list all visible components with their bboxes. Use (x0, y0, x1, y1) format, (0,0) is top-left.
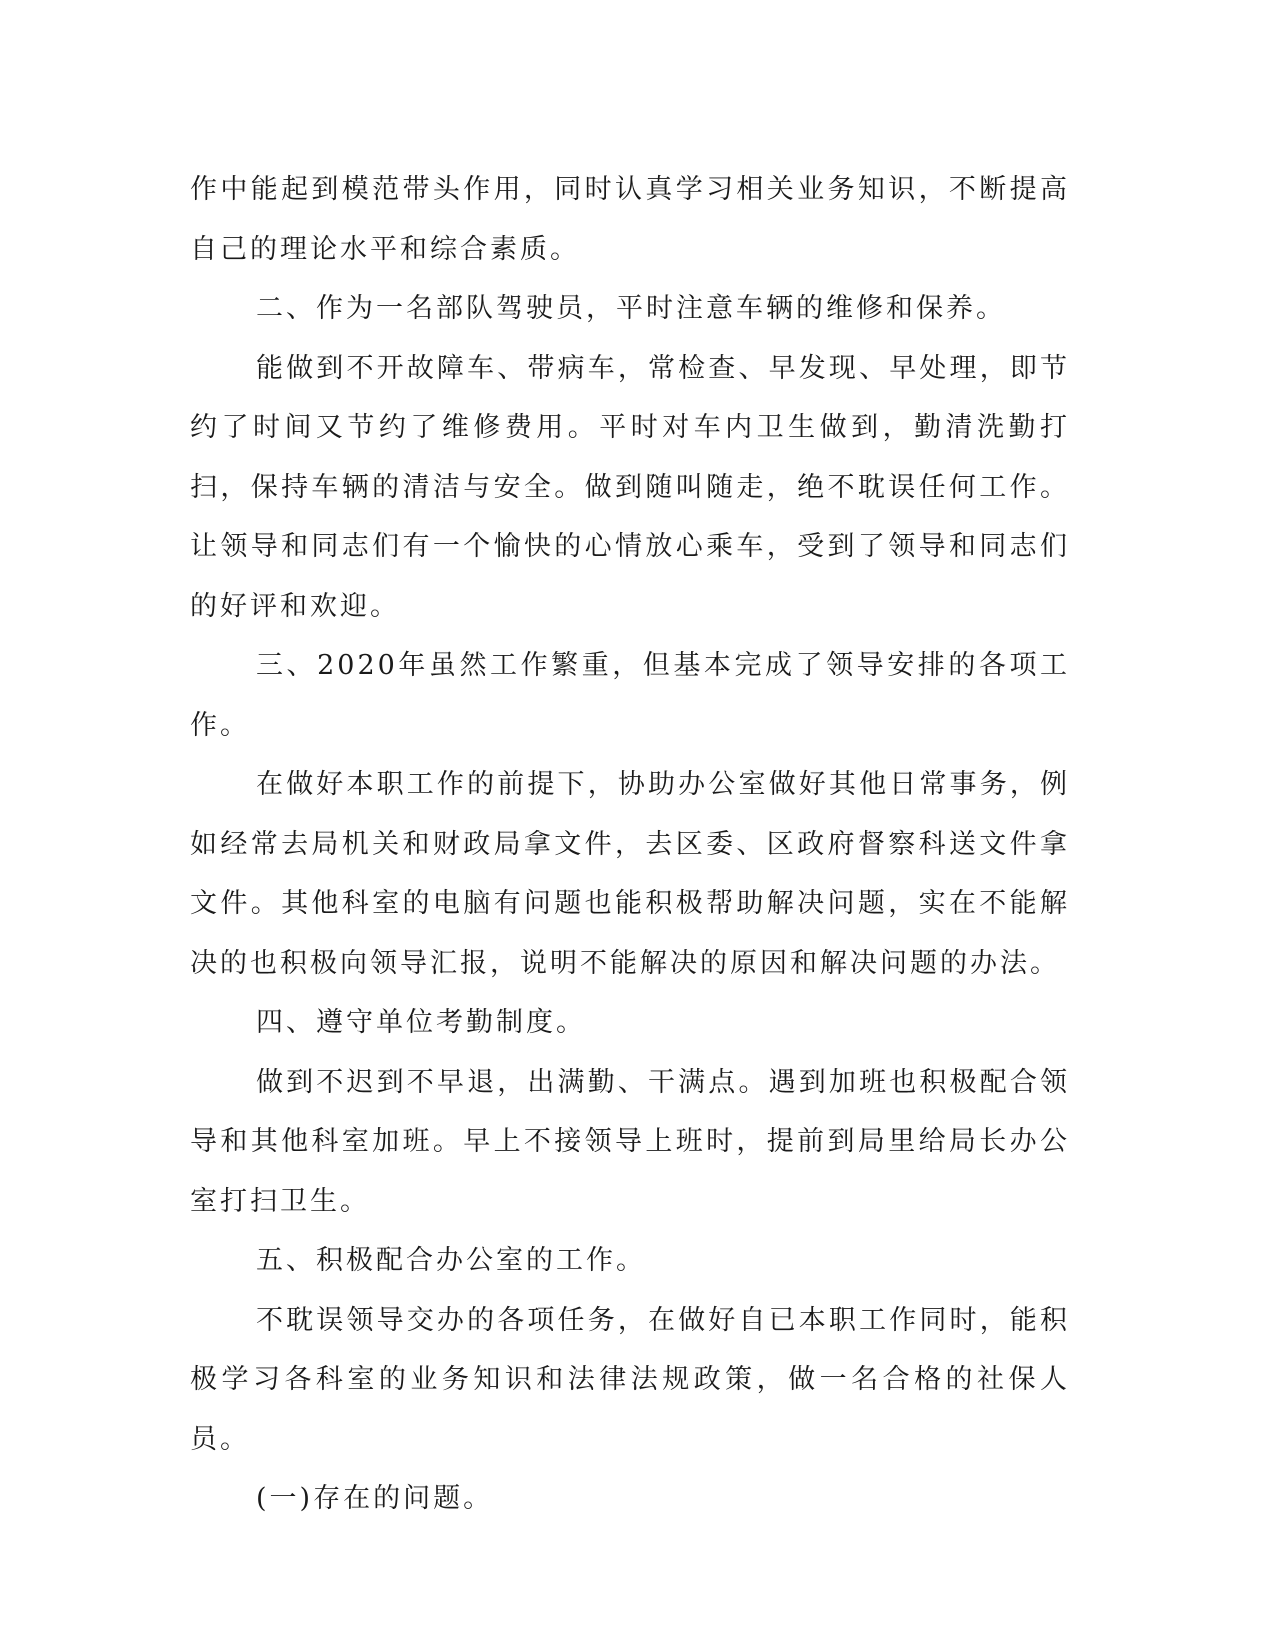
paragraph-cooperation: 不耽误领导交办的各项任务，在做好自已本职工作同时，能积极学习各科室的业务知识和法律法规政策，做一名合格的社保人员。 (190, 1304, 1070, 1455)
paragraph-office-assistance: 在做好本职工作的前提下，协助办公室做好其他日常事务，例如经常去局机关和财政局拿文件，去区委、区政府督察科送文件拿文件。其他科室的电脑有问题也能积极帮助解决问题，实在不能解决的也积极向领导汇报，说明不能解决的原因和解决问题的办法。 (190, 769, 1070, 979)
paragraph-heading-two: 二、作为一名部队驾驶员，平时注意车辆的维修和保养。 (256, 293, 1006, 324)
document-body (190, 160, 1070, 1529)
paragraph-heading-four: 四、遵守单位考勤制度。 (256, 1007, 586, 1038)
paragraph-heading-five: 五、积极配合办公室的工作。 (256, 1245, 646, 1276)
paragraph-subheading-problems: (一)存在的问题。 (256, 1483, 494, 1514)
paragraph-continuation: 作中能起到模范带头作用，同时认真学习相关业务知识，不断提高自己的理论水平和综合素质。 (190, 174, 1070, 265)
paragraph-attendance: 做到不迟到不早退，出满勤、干满点。遇到加班也积极配合领导和其他科室加班。早上不接领导上班时，提前到局里给局长办公室打扫卫生。 (190, 1066, 1070, 1217)
paragraph-vehicle-maintenance: 能做到不开故障车、带病车，常检查、早发现、早处理，即节约了时间又节约了维修费用。平时对车内卫生做到，勤清洗勤打扫，保持车辆的清洁与安全。做到随叫随走，绝不耽误任何工作。让领导和同志们有一个愉快的心情放心乘车，受到了领导和同志们的好评和欢迎。 (190, 352, 1070, 622)
paragraph-heading-three: 三、2020年虽然工作繁重，但基本完成了领导安排的各项工作。 (190, 650, 1070, 741)
